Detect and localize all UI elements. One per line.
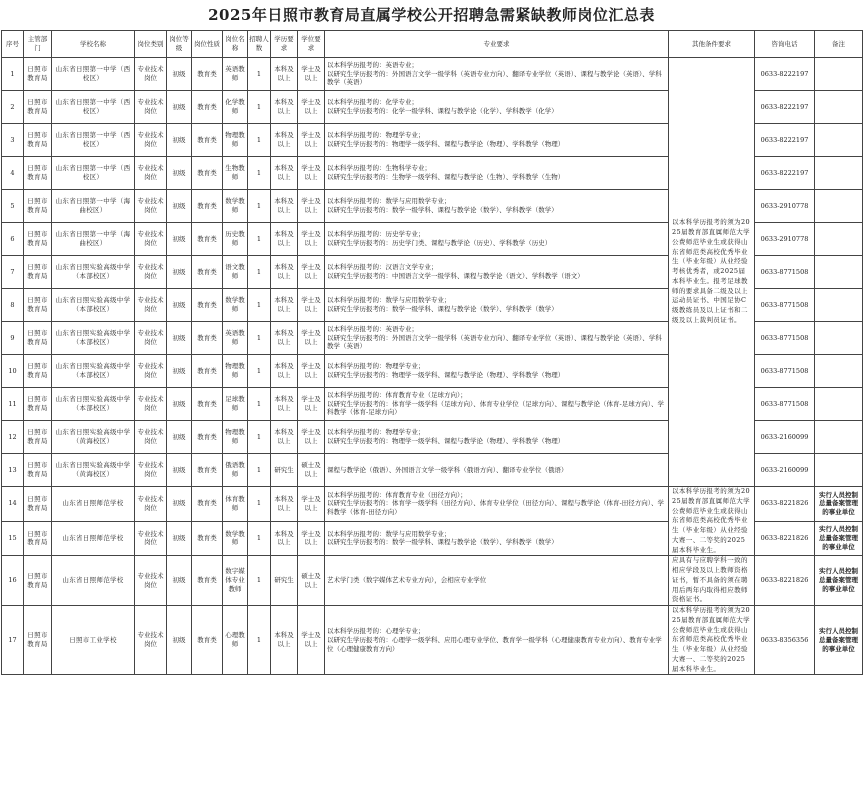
header-cell: 咨询电话 [755,31,815,58]
row-number-cell: 17 [2,606,24,675]
major-requirement-cell [325,58,669,91]
major-requirement-cell [325,223,669,256]
post-nature-cell: 教育类 [192,556,223,606]
education-requirement-cell: 本科及以上 [271,521,298,556]
row-number-cell: 1 [2,58,24,91]
phone-cell: 0633-8356356 [755,606,815,675]
post-nature-cell: 教育类 [192,157,223,190]
department-cell: 日照市教育局 [24,421,52,454]
post-level-cell: 初级 [167,388,192,421]
post-category-cell: 专业技术岗位 [135,556,167,606]
hiring-count-cell: 1 [248,289,271,322]
department-cell: 日照市教育局 [24,355,52,388]
post-category-cell: 专业技术岗位 [135,58,167,91]
degree-requirement-cell: 学士及以上 [298,223,325,256]
post-nature-cell: 教育类 [192,58,223,91]
major-requirement-line: 以本科学历报考的：英语专业； [327,324,418,333]
major-requirement-cell [325,606,669,675]
header-cell: 学校名称 [52,31,135,58]
header-cell: 学历要求 [271,31,298,58]
header-cell: 岗位性质 [192,31,223,58]
note-cell [815,91,863,124]
post-name-cell: 物理教师 [223,421,248,454]
post-nature-cell: 教育类 [192,322,223,355]
post-name-cell: 数学教师 [223,190,248,223]
post-name-cell: 数字媒体专业教师 [223,556,248,606]
note-cell [815,58,863,91]
school-name-cell: 山东省日照第一中学（西校区） [52,58,135,91]
phone-cell: 0633-8221826 [755,487,815,522]
phone-cell: 0633-8771508 [755,322,815,355]
post-level-cell: 初级 [167,421,192,454]
row-number-cell: 6 [2,223,24,256]
header-cell: 专业要求 [325,31,669,58]
post-name-cell: 足球教师 [223,388,248,421]
hiring-count-cell: 1 [248,223,271,256]
major-requirement-line: 以研究生学历报考的：外国语言文学一级学科（英语专业方向）、翻译专业学位（英语）、课程与教学论（英语）、学科教学（英语） [327,69,662,87]
major-requirement-line: 以本科学历报考的：物理学专业； [327,428,425,437]
post-level-cell: 初级 [167,256,192,289]
education-requirement-cell: 本科及以上 [271,91,298,124]
school-name-cell: 山东省日照师范学校 [52,556,135,606]
post-nature-cell: 教育类 [192,606,223,675]
post-level-cell: 初级 [167,454,192,487]
other-conditions-cell: 以本科学历报考的须为2025届教育部直属师范大学公费师范毕业生或获得山东省师范类高校优秀毕业生（毕业年级）从业经验大赛一、二等奖的2025届本科毕业生。 [669,606,755,675]
department-cell: 日照市教育局 [24,521,52,556]
row-number-cell: 13 [2,454,24,487]
note-cell [815,289,863,322]
phone-cell: 0633-8222197 [755,124,815,157]
education-requirement-cell: 本科及以上 [271,124,298,157]
major-requirement-cell [325,124,669,157]
phone-cell: 0633-8771508 [755,256,815,289]
post-category-cell: 专业技术岗位 [135,289,167,322]
major-requirement-line: 以研究生学历报考的：物理学一级学科、课程与教学论（物理）、学科教学（物理） [327,437,565,445]
post-name-cell: 化学教师 [223,91,248,124]
major-requirement-line: 以研究生学历报考的：物理学一级学科、课程与教学论（物理）、学科教学（物理） [327,371,565,379]
post-level-cell: 初级 [167,91,192,124]
post-nature-cell: 教育类 [192,124,223,157]
education-requirement-cell: 本科及以上 [271,322,298,355]
degree-requirement-cell: 学士及以上 [298,58,325,91]
post-category-cell: 专业技术岗位 [135,355,167,388]
hiring-count-cell: 1 [248,421,271,454]
post-category-cell: 专业技术岗位 [135,606,167,675]
department-cell: 日照市教育局 [24,190,52,223]
post-nature-cell: 教育类 [192,421,223,454]
post-category-cell: 专业技术岗位 [135,421,167,454]
major-requirement-line: 以本科学历报考的：化学专业； [327,98,418,107]
hiring-count-cell: 1 [248,58,271,91]
post-level-cell: 初级 [167,487,192,522]
post-nature-cell: 教育类 [192,454,223,487]
note-cell: 实行人员控制总量备案管理的事业单位 [815,521,863,556]
header-cell: 其他条件要求 [669,31,755,58]
major-requirement-line: 以研究生学历报考的：心理学一级学科、应用心理专业学位、教育学一级学科（心理健康教育专业方向）、教育专业学位（心理健康教育方向） [327,635,662,653]
note-cell [815,388,863,421]
post-category-cell: 专业技术岗位 [135,223,167,256]
row-number-cell: 12 [2,421,24,454]
department-cell: 日照市教育局 [24,223,52,256]
note-cell [815,355,863,388]
degree-requirement-cell: 学士及以上 [298,521,325,556]
department-cell: 日照市教育局 [24,58,52,91]
post-name-cell: 英语教师 [223,58,248,91]
header-cell: 岗位名称 [223,31,248,58]
note-cell [815,454,863,487]
degree-requirement-cell: 学士及以上 [298,91,325,124]
department-cell: 日照市教育局 [24,322,52,355]
degree-requirement-cell: 学士及以上 [298,606,325,675]
note-cell [815,157,863,190]
row-number-cell: 11 [2,388,24,421]
education-requirement-cell: 本科及以上 [271,487,298,522]
major-requirement-cell [325,388,669,421]
post-name-cell: 生物教师 [223,157,248,190]
major-requirement-line: 以研究生学历报考的：化学一级学科、课程与教学论（化学）、学科教学（化学） [327,107,558,115]
department-cell: 日照市教育局 [24,256,52,289]
degree-requirement-cell: 学士及以上 [298,355,325,388]
post-name-cell: 物理教师 [223,124,248,157]
post-nature-cell: 教育类 [192,355,223,388]
phone-cell: 0633-2160099 [755,421,815,454]
hiring-count-cell: 1 [248,91,271,124]
education-requirement-cell: 研究生 [271,454,298,487]
major-requirement-cell [325,157,669,190]
post-level-cell: 初级 [167,521,192,556]
post-nature-cell: 教育类 [192,388,223,421]
department-cell: 日照市教育局 [24,289,52,322]
hiring-count-cell: 1 [248,256,271,289]
major-requirement-line: 以研究生学历报考的：物理学一级学科、课程与教学论（物理）、学科教学（物理） [327,140,565,148]
post-name-cell: 心理教师 [223,606,248,675]
hiring-count-cell: 1 [248,388,271,421]
phone-cell: 0633-8222197 [755,91,815,124]
post-nature-cell: 教育类 [192,223,223,256]
major-requirement-line: 以本科学历报考的：体育教育专业（足球方向）； [327,390,467,399]
hiring-count-cell: 1 [248,487,271,522]
department-cell: 日照市教育局 [24,91,52,124]
phone-cell: 0633-8771508 [755,388,815,421]
post-category-cell: 专业技术岗位 [135,322,167,355]
post-name-cell: 体育教师 [223,487,248,522]
phone-cell: 0633-8222197 [755,157,815,190]
post-nature-cell: 教育类 [192,487,223,522]
note-cell: 实行人员控制总量备案管理的事业单位 [815,556,863,606]
hiring-count-cell: 1 [248,322,271,355]
post-level-cell: 初级 [167,355,192,388]
school-name-cell: 山东省日照实验高级中学（本部校区） [52,322,135,355]
degree-requirement-cell: 学士及以上 [298,388,325,421]
phone-cell: 0633-8222197 [755,58,815,91]
school-name-cell: 日照市工业学校 [52,606,135,675]
row-number-cell: 15 [2,521,24,556]
row-number-cell: 7 [2,256,24,289]
degree-requirement-cell: 硕士及以上 [298,454,325,487]
header-cell: 学位要求 [298,31,325,58]
degree-requirement-cell: 学士及以上 [298,124,325,157]
education-requirement-cell: 本科及以上 [271,256,298,289]
row-number-cell: 10 [2,355,24,388]
post-name-cell: 物理教师 [223,355,248,388]
major-requirement-line: 以研究生学历报考的：数学一级学科、课程与教学论（数学）、学科教学（数学） [327,206,558,214]
note-cell [815,322,863,355]
major-requirement-line: 以本科学历报考的：心理学专业； [327,626,425,635]
major-requirement-cell [325,256,669,289]
header-cell: 备注 [815,31,863,58]
other-conditions-cell: 应具有与应聘学科一致的相应学段及以上教师资格证书，暂不具备的须在聘用后两年内取得相应教师资格证书。 [669,556,755,606]
phone-cell: 0633-8221826 [755,556,815,606]
post-nature-cell: 教育类 [192,190,223,223]
major-requirement-cell [325,190,669,223]
degree-requirement-cell: 学士及以上 [298,322,325,355]
school-name-cell: 山东省日照第一中学（海曲校区） [52,190,135,223]
major-requirement-cell [325,421,669,454]
major-requirement-cell [325,91,669,124]
document-title: 2025年日照市教育局直属学校公开招聘急需紧缺教师岗位汇总表 [208,6,655,24]
table-row [2,58,863,91]
school-name-cell: 山东省日照第一中学（西校区） [52,91,135,124]
post-name-cell: 历史教师 [223,223,248,256]
major-requirement-line: 以本科学历报考的：物理学专业； [327,362,425,371]
table-body [2,58,863,675]
hiring-count-cell: 1 [248,355,271,388]
department-cell: 日照市教育局 [24,157,52,190]
education-requirement-cell: 本科及以上 [271,223,298,256]
education-requirement-cell: 本科及以上 [271,190,298,223]
note-cell: 实行人员控制总量备案管理的事业单位 [815,487,863,522]
header-cell: 岗位等级 [167,31,192,58]
major-requirement-line: 以研究生学历报考的：数学一级学科、课程与教学论（数学）、学科教学（数学） [327,538,558,547]
degree-requirement-cell: 学士及以上 [298,289,325,322]
education-requirement-cell: 本科及以上 [271,58,298,91]
phone-cell: 0633-2910778 [755,190,815,223]
note-cell [815,223,863,256]
education-requirement-cell: 本科及以上 [271,421,298,454]
school-name-cell: 山东省日照实验高级中学（本部校区） [52,388,135,421]
table-row [2,487,863,522]
major-requirement-cell [325,556,669,606]
department-cell: 日照市教育局 [24,124,52,157]
education-requirement-cell: 本科及以上 [271,355,298,388]
major-requirement-line: 以本科学历报考的：历史学专业； [327,230,425,239]
degree-requirement-cell: 学士及以上 [298,256,325,289]
major-requirement-cell [325,322,669,355]
row-number-cell: 3 [2,124,24,157]
post-category-cell: 专业技术岗位 [135,521,167,556]
post-category-cell: 专业技术岗位 [135,157,167,190]
row-number-cell: 9 [2,322,24,355]
major-requirement-line: 以本科学历报考的：生物科学专业； [327,164,431,173]
post-nature-cell: 教育类 [192,289,223,322]
major-requirement-line: 以本科学历报考的：物理学专业； [327,131,425,140]
post-level-cell: 初级 [167,190,192,223]
degree-requirement-cell: 学士及以上 [298,487,325,522]
hiring-count-cell: 1 [248,521,271,556]
school-name-cell: 山东省日照第一中学（海曲校区） [52,223,135,256]
post-level-cell: 初级 [167,157,192,190]
note-cell [815,256,863,289]
header-cell: 招聘人数 [248,31,271,58]
degree-requirement-cell: 学士及以上 [298,157,325,190]
row-number-cell: 8 [2,289,24,322]
post-level-cell: 初级 [167,58,192,91]
header-row [2,31,863,58]
major-requirement-line: 以本科学历报考的：体育教育专业（田径方向）； [327,490,467,499]
major-requirement-cell [325,289,669,322]
row-number-cell: 14 [2,487,24,522]
header-cell: 序号 [2,31,24,58]
hiring-count-cell: 1 [248,190,271,223]
note-cell [815,190,863,223]
school-name-cell: 山东省日照师范学校 [52,487,135,522]
major-requirement-line: 以研究生学历报考的：体育学一级学科（田径方向）、体育专业学位（田径方向）、课程与教学论（体育-田径方向）、学科教学（体育-田径方向） [327,499,664,517]
other-conditions-cell: 以本科学历报考的须为2025届教育部直属师范大学公费师范毕业生或获得山东省师范类高校优秀毕业生（毕业年级）从业经验考核优秀者，或2025届本科毕业生。报考足球教师的要求具备二级及以上运动员证书、中国足协C级教练员及以上证书和二级及以上裁判员证书。 [669,58,755,487]
school-name-cell: 山东省日照第一中学（西校区） [52,157,135,190]
department-cell: 日照市教育局 [24,388,52,421]
major-requirement-cell [325,454,669,487]
other-conditions-cell: 以本科学历报考的须为2025届教育部直属师范大学公费师范毕业生或获得山东省师范类高校优秀毕业生（毕业年级）从业经验大赛一、二等奖的2025届本科毕业生。 [669,487,755,556]
post-category-cell: 专业技术岗位 [135,190,167,223]
post-nature-cell: 教育类 [192,256,223,289]
post-level-cell: 初级 [167,223,192,256]
education-requirement-cell: 本科及以上 [271,289,298,322]
school-name-cell: 山东省日照第一中学（西校区） [52,124,135,157]
hiring-count-cell: 1 [248,556,271,606]
phone-cell: 0633-2910778 [755,223,815,256]
post-name-cell: 英语教师 [223,322,248,355]
education-requirement-cell: 本科及以上 [271,606,298,675]
post-category-cell: 专业技术岗位 [135,124,167,157]
major-requirement-line: 以研究生学历报考的：外国语言文学一级学科（英语专业方向）、翻译专业学位（英语）、课程与教学论（英语）、学科教学（英语） [327,333,662,351]
education-requirement-cell: 本科及以上 [271,388,298,421]
post-name-cell: 语文教师 [223,256,248,289]
major-requirement-line: 以研究生学历报考的：体育学一级学科（足球方向）、体育专业学位（足球方向）、课程与教学论（体育-足球方向）、学科教学（体育-足球方向） [327,399,664,417]
school-name-cell: 山东省日照师范学校 [52,521,135,556]
note-cell [815,124,863,157]
table-row [2,606,863,675]
post-category-cell: 专业技术岗位 [135,91,167,124]
major-requirement-cell [325,355,669,388]
degree-requirement-cell: 学士及以上 [298,190,325,223]
degree-requirement-cell: 硕士及以上 [298,556,325,606]
post-level-cell: 初级 [167,606,192,675]
header-cell: 主管部门 [24,31,52,58]
hiring-count-cell: 1 [248,157,271,190]
major-requirement-cell [325,521,669,556]
phone-cell: 0633-8771508 [755,289,815,322]
major-requirement-line: 艺术学门类（数字媒体艺术专业方向），会相应专业学位 [327,576,487,585]
post-nature-cell: 教育类 [192,91,223,124]
major-requirement-line: 以研究生学历报考的：生物学一级学科、课程与教学论（生物）、学科教学（生物） [327,173,565,181]
post-category-cell: 专业技术岗位 [135,256,167,289]
post-level-cell: 初级 [167,556,192,606]
school-name-cell: 山东省日照实验高级中学（黄海校区） [52,421,135,454]
department-cell: 日照市教育局 [24,487,52,522]
school-name-cell: 山东省日照实验高级中学（本部校区） [52,355,135,388]
major-requirement-line: 课程与教学论（俄语）、外国语言文学一级学科（俄语方向）、翻译专业学位（俄语） [327,465,568,474]
phone-cell: 0633-8771508 [755,355,815,388]
post-category-cell: 专业技术岗位 [135,487,167,522]
table-row [2,556,863,606]
education-requirement-cell: 本科及以上 [271,157,298,190]
positions-table [1,30,863,675]
major-requirement-line: 以研究生学历报考的：中国语言文学一级学科、课程与教学论（语文）、学科教学（语文） [327,272,584,280]
major-requirement-line: 以研究生学历报考的：历史学门类、课程与教学论（历史）、学科教学（历史） [327,239,552,247]
note-cell: 实行人员控制总量备案管理的事业单位 [815,606,863,675]
post-category-cell: 专业技术岗位 [135,454,167,487]
post-nature-cell: 教育类 [192,521,223,556]
major-requirement-line: 以本科学历报考的：汉语言文学专业； [327,263,438,272]
post-name-cell: 数学教师 [223,521,248,556]
row-number-cell: 2 [2,91,24,124]
major-requirement-cell [325,487,669,522]
major-requirement-line: 以本科学历报考的：数学与应用数学专业； [327,529,451,538]
school-name-cell: 山东省日照实验高级中学（本部校区） [52,256,135,289]
major-requirement-line: 以本科学历报考的：数学与应用数学专业； [327,296,451,305]
phone-cell: 0633-2160099 [755,454,815,487]
note-cell [815,421,863,454]
row-number-cell: 5 [2,190,24,223]
major-requirement-line: 以本科学历报考的：数学与应用数学专业； [327,197,451,206]
post-name-cell: 数学教师 [223,289,248,322]
post-level-cell: 初级 [167,322,192,355]
hiring-count-cell: 1 [248,606,271,675]
hiring-count-cell: 1 [248,454,271,487]
department-cell: 日照市教育局 [24,606,52,675]
row-number-cell: 4 [2,157,24,190]
major-requirement-line: 以研究生学历报考的：数学一级学科、课程与教学论（数学）、学科教学（数学） [327,305,558,313]
hiring-count-cell: 1 [248,124,271,157]
education-requirement-cell: 研究生 [271,556,298,606]
post-level-cell: 初级 [167,124,192,157]
header-cell: 岗位类别 [135,31,167,58]
row-number-cell: 16 [2,556,24,606]
department-cell: 日照市教育局 [24,454,52,487]
post-level-cell: 初级 [167,289,192,322]
school-name-cell: 山东省日照实验高级中学（本部校区） [52,289,135,322]
major-requirement-line: 以本科学历报考的：英语专业； [327,60,418,69]
post-name-cell: 俄语教师 [223,454,248,487]
degree-requirement-cell: 学士及以上 [298,421,325,454]
post-category-cell: 专业技术岗位 [135,388,167,421]
department-cell: 日照市教育局 [24,556,52,606]
phone-cell: 0633-8221826 [755,521,815,556]
school-name-cell: 山东省日照实验高级中学（黄海校区） [52,454,135,487]
